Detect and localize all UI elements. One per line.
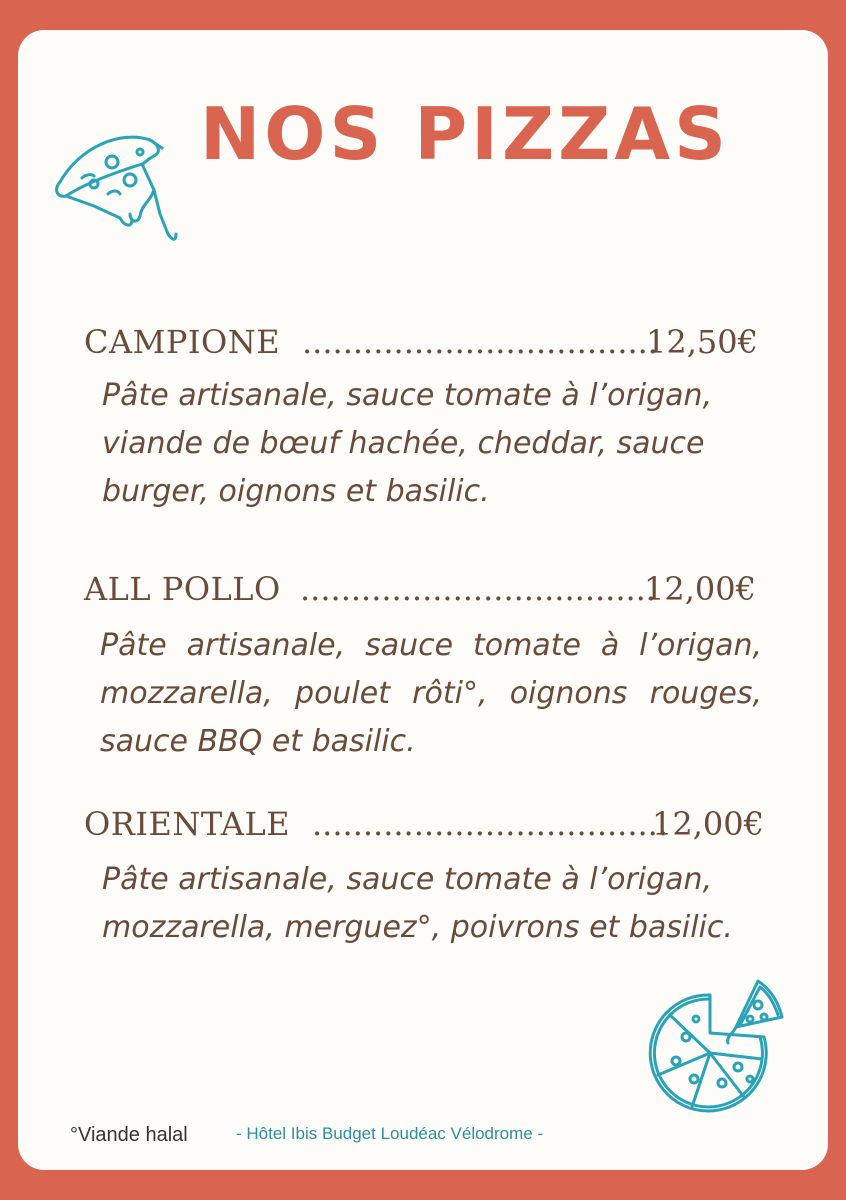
- item-leader-dots: ...................................: [312, 805, 669, 843]
- pizza-slice-icon: [50, 122, 185, 250]
- whole-pizza-icon: [632, 975, 790, 1120]
- item-name: ALL POLLO: [84, 570, 281, 608]
- item-name: CAMPIONE: [84, 323, 281, 361]
- item-price: 12,00€: [652, 805, 764, 843]
- halal-note: °Viande halal: [70, 1124, 188, 1146]
- description-line: mozzarella, poulet rôti°, oignons rouges,: [100, 676, 762, 711]
- item-price: 12,00€: [644, 570, 756, 608]
- item-leader-dots: ...................................: [302, 323, 659, 361]
- description-line: Pâte artisanale, sauce tomate à l’origan,: [102, 378, 713, 413]
- description-line: burger, oignons et basilic.: [102, 474, 490, 509]
- item-leader-dots: ...................................: [300, 570, 657, 608]
- item-name: ORIENTALE: [84, 805, 291, 843]
- description-line: Pâte artisanale, sauce tomate à l’origan,: [100, 628, 762, 663]
- page-title: NOS PIZZAS: [200, 92, 730, 176]
- item-price: 12,50€: [646, 323, 758, 361]
- hotel-name: - Hôtel Ibis Budget Loudéac Vélodrome -: [236, 1124, 544, 1143]
- item-header: [84, 323, 758, 361]
- description-line: viande de bœuf hachée, cheddar, sauce: [102, 426, 705, 461]
- item-description: [102, 372, 713, 516]
- item-description: [102, 856, 742, 952]
- item-description: [100, 622, 762, 766]
- description-line: sauce BBQ et basilic.: [100, 724, 416, 759]
- description-line: Pâte artisanale, sauce tomate à l’origan,: [102, 862, 713, 897]
- item-header: [84, 570, 756, 608]
- item-header: [84, 805, 764, 843]
- description-line: mozzarella, merguez°, poivrons et basilic.: [102, 910, 733, 945]
